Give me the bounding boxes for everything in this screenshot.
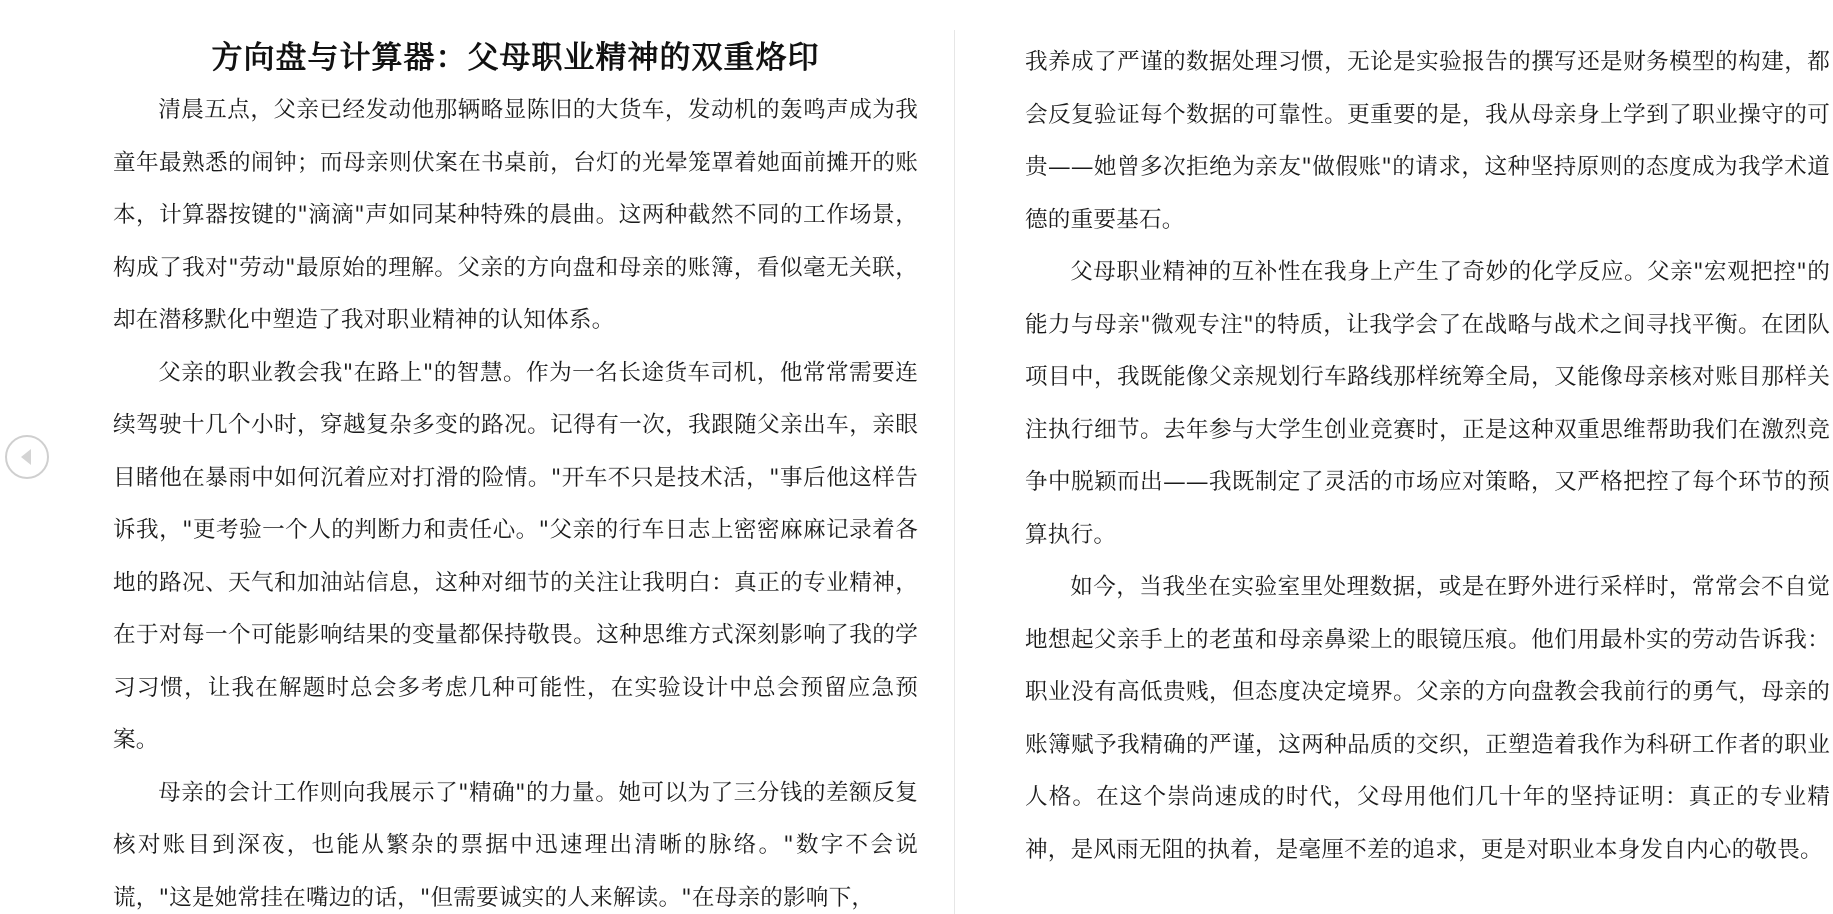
right-page — [1025, 0, 1830, 914]
paragraph: 父母职业精神的互补性在我身上产生了奇妙的化学反应。父亲"宏观把控"的能力与母亲"微观专注"的特质，让我学会了在战略与战术之间寻找平衡。在团队项目中，我既能像父亲规划行车路线那样统筹全局，又能像母亲核对账目那样关注执行细节。去年参与大学生创业竞赛时，正是这种双重思维帮助我们在激烈竞争中脱颖而出——我既制定了灵活的市场应对策略，又严格把控了每个环节的预算执行。 — [1025, 259, 1830, 548]
paragraph: 父亲的职业教会我"在路上"的智慧。作为一名长途货车司机，他常常需要连续驾驶十几个小时，穿越复杂多变的路况。记得有一次，我跟随父亲出车，亲眼目睹他在暴雨中如何沉着应对打滑的险情。"开车不只是技术活，"事后他这样告诉我，"更考验一个人的判断力和责任心。"父亲的行车日志上密密麻麻记录着各地的路况、天气和加油站信息，这种对细节的关注让我明白：真正的专业精神，在于对每一个可能影响结果的变量都保持敬畏。这种思维方式深刻影响了我的学习习惯，让我在解题时总会多考虑几种可能性，在实验设计中总会预留应急预案。 — [113, 359, 918, 753]
left-page — [113, 0, 918, 914]
prev-page-button[interactable] — [5, 435, 49, 479]
chevron-left-icon — [7, 437, 47, 477]
document-title: 方向盘与计算器：父母职业精神的双重烙印 — [211, 40, 820, 76]
paragraph: 清晨五点，父亲已经发动他那辆略显陈旧的大货车，发动机的轰鸣声成为我童年最熟悉的闹钟；而母亲则伏案在书桌前，台灯的光晕笼罩着她面前摊开的账本，计算器按键的"滴滴"声如同某种特殊的晨曲。这两种截然不同的工作场景，构成了我对"劳动"最原始的理解。父亲的方向盘和母亲的账簿，看似毫无关联，却在潜移默化中塑造了我对职业精神的认知体系。 — [113, 97, 918, 333]
paragraph: 母亲的会计工作则向我展示了"精确"的力量。她可以为了三分钱的差额反复核对账目到深夜，也能从繁杂的票据中迅速理出清晰的脉络。"数字不会说谎，"这是她常挂在嘴边的话，"但需要诚实的人来解读。"在母亲的影响下， — [113, 779, 918, 911]
paragraph: 如今，当我坐在实验室里处理数据，或是在野外进行采样时，常常会不自觉地想起父亲手上的老茧和母亲鼻梁上的眼镜压痕。他们用最朴实的劳动告诉我：职业没有高低贵贱，但态度决定境界。父亲的方向盘教会我前行的勇气，母亲的账簿赋予我精确的严谨，这两种品质的交织，正塑造着我作为科研工作者的职业人格。在这个崇尚速成的时代，父母用他们几十年的坚持证明：真正的专业精神，是风雨无阻的执着，是毫厘不差的追求，更是对职业本身发自内心的敬畏。 — [1025, 574, 1830, 863]
page-divider — [954, 30, 955, 914]
paragraph-continuation: 我养成了严谨的数据处理习惯，无论是实验报告的撰写还是财务模型的构建，都会反复验证每个数据的可靠性。更重要的是，我从母亲身上学到了职业操守的可贵——她曾多次拒绝为亲友"做假账"的请求，这种坚持原则的态度成为我学术道德的重要基石。 — [1025, 49, 1830, 233]
